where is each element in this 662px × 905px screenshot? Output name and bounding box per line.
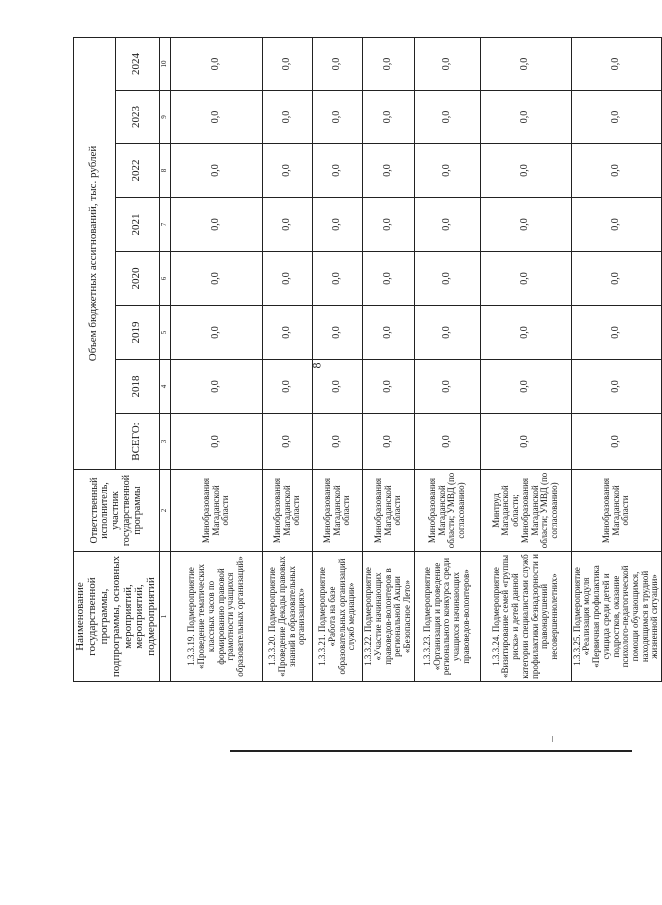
row-value: 0,0	[414, 306, 480, 360]
row-value: 0,0	[480, 198, 571, 252]
row-value: 0,0	[171, 414, 263, 470]
column-number: 4	[160, 360, 171, 414]
row-value: 0,0	[263, 144, 313, 198]
row-value: 0,0	[171, 37, 263, 90]
row-value: 0,0	[363, 360, 415, 414]
column-number: 10	[160, 37, 171, 90]
row-value: 0,0	[414, 360, 480, 414]
row-value: 0,0	[363, 198, 415, 252]
row-value: 0,0	[263, 252, 313, 306]
header-year: 2020	[115, 252, 159, 306]
table-row	[571, 37, 661, 681]
row-name: 1.3.3.24. Подмероприятие «Визитирование семей «группы риска» и детей данной категории специалистами служб профилактики безнадзорности и правонарушений несовершеннолетних»	[480, 552, 571, 682]
header-executor: Ответственный исполнитель, участник государственной программы	[74, 470, 160, 552]
row-name: 1.3.3.25. Подмероприятие «Реализация модуля «Первичная профилактика суицида среди детей и подростков, оказание психолого-педагогической помощи обучающимся, находящимся в трудной жизненной ситуации»	[571, 552, 661, 682]
header-name: Наименование государственной программы, подпрограммы, основных мероприятий, мероприятий, подмероприятий	[74, 552, 160, 682]
header-budget-group: Объем бюджетных ассигнований, тыс. рублей	[74, 37, 116, 469]
row-executor: Минтруд Магаданской области; Минобразования Магаданской области; УМВД (по согласованию)	[480, 470, 571, 552]
column-number: 2	[160, 470, 171, 552]
header-year: 2023	[115, 91, 159, 144]
row-value: 0,0	[171, 360, 263, 414]
row-executor: Минобразования Магаданской области	[313, 470, 363, 552]
row-value: 0,0	[414, 37, 480, 90]
row-value: 0,0	[171, 306, 263, 360]
row-value: 0,0	[313, 198, 363, 252]
row-value: 0,0	[571, 414, 661, 470]
row-value: 0,0	[414, 91, 480, 144]
row-value: 0,0	[313, 37, 363, 90]
header-year: 2022	[115, 144, 159, 198]
row-value: 0,0	[313, 91, 363, 144]
row-value: 0,0	[480, 37, 571, 90]
row-value: 0,0	[480, 144, 571, 198]
table-row	[414, 37, 480, 681]
row-value: 0,0	[263, 37, 313, 90]
header-year: 2018	[115, 360, 159, 414]
row-name: 1.3.3.19. Подмероприятие «Проведение тематических классных часов по формированию правовой грамотности учащихся образовательных организаций»	[171, 552, 263, 682]
row-value: 0,0	[571, 37, 661, 90]
row-value: 0,0	[480, 360, 571, 414]
row-value: 0,0	[571, 91, 661, 144]
row-value: 0,0	[171, 91, 263, 144]
column-number: 8	[160, 144, 171, 198]
header-year: 2021	[115, 198, 159, 252]
row-value: 0,0	[263, 91, 313, 144]
row-value: 0,0	[363, 37, 415, 90]
row-value: 0,0	[363, 414, 415, 470]
header-year: 2024	[115, 37, 159, 90]
row-value: 0,0	[571, 306, 661, 360]
column-number: 1	[160, 552, 171, 682]
table-row	[171, 37, 263, 681]
row-value: 0,0	[480, 91, 571, 144]
row-value: 0,0	[263, 306, 313, 360]
column-number: 3	[160, 414, 171, 470]
row-value: 0,0	[263, 360, 313, 414]
row-executor: Минобразования Магаданской области	[363, 470, 415, 552]
row-value: 0,0	[414, 414, 480, 470]
row-value: 0,0	[363, 306, 415, 360]
table-row	[480, 37, 571, 681]
row-value: 0,0	[480, 414, 571, 470]
row-executor: Минобразования Магаданской области; УМВД (по согласованию)	[414, 470, 480, 552]
row-value: 0,0	[414, 252, 480, 306]
row-value: 0,0	[571, 252, 661, 306]
rotated-table-wrapper	[73, 38, 660, 682]
row-name: 1.3.3.20. Подмероприятие «Проведение Декады правовых знаний в образовательных организациях»	[263, 552, 313, 682]
row-value: 0,0	[414, 198, 480, 252]
row-name: 1.3.3.23. Подмероприятие «Организация и проведение регионального конкурса среди учащихся начинающих правоведов-волонтеров»	[414, 552, 480, 682]
row-value: 0,0	[313, 144, 363, 198]
budget-table	[73, 37, 662, 682]
row-name: 1.3.3.21. Подмероприятие «Работа на базе образовательных организаций служб медиации»	[313, 552, 363, 682]
page-number: 8	[309, 362, 324, 369]
row-value: 0,0	[480, 306, 571, 360]
row-value: 0,0	[313, 360, 363, 414]
row-value: 0,0	[571, 198, 661, 252]
scan-mark	[552, 736, 553, 742]
row-value: 0,0	[313, 414, 363, 470]
row-value: 0,0	[263, 198, 313, 252]
row-value: 0,0	[414, 144, 480, 198]
row-value: 0,0	[171, 252, 263, 306]
header-year: 2019	[115, 306, 159, 360]
row-value: 0,0	[313, 252, 363, 306]
row-value: 0,0	[480, 252, 571, 306]
column-number: 6	[160, 252, 171, 306]
table-row	[363, 37, 415, 681]
table-row	[313, 37, 363, 681]
row-value: 0,0	[171, 144, 263, 198]
row-value: 0,0	[571, 360, 661, 414]
row-value: 0,0	[263, 414, 313, 470]
row-name: 1.3.3.22. Подмероприятие «Участие начинающих правоведов-волонтеров в региональной Акции «Безопасное Лето»	[363, 552, 415, 682]
row-value: 0,0	[313, 306, 363, 360]
page-bottom-rule	[230, 750, 632, 752]
row-value: 0,0	[363, 91, 415, 144]
table-row	[263, 37, 313, 681]
row-executor: Минобразования Магаданской области	[571, 470, 661, 552]
row-value: 0,0	[171, 198, 263, 252]
header-total: ВСЕГО:	[115, 414, 159, 470]
row-executor: Минобразования Магаданской области	[263, 470, 313, 552]
row-value: 0,0	[363, 252, 415, 306]
column-number: 9	[160, 91, 171, 144]
column-number: 7	[160, 198, 171, 252]
row-executor: Минобразования Магаданской области	[171, 470, 263, 552]
row-value: 0,0	[571, 144, 661, 198]
row-value: 0,0	[363, 144, 415, 198]
column-number: 5	[160, 306, 171, 360]
